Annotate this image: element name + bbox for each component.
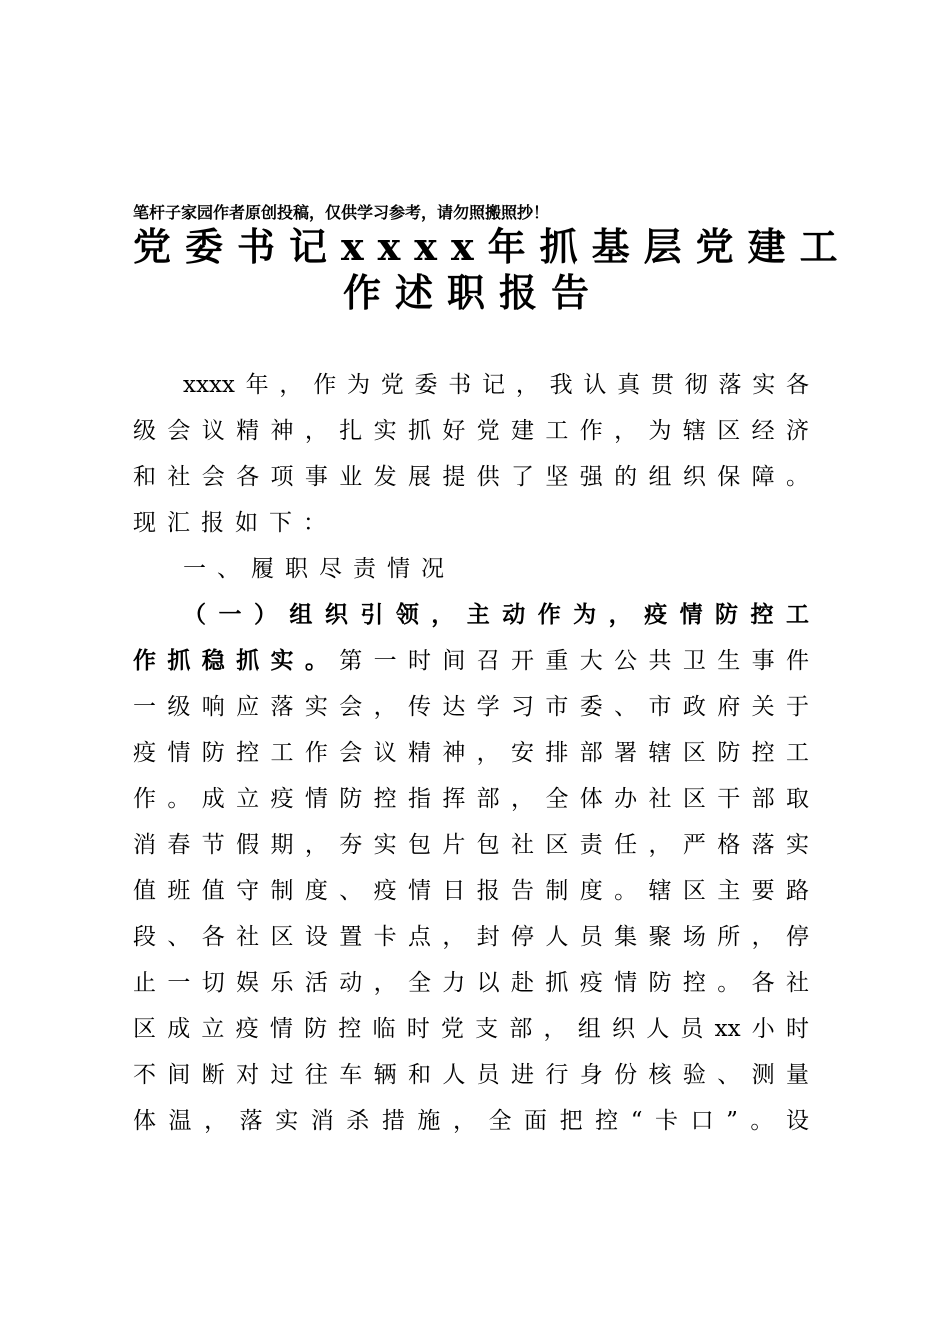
intro-line-1: xxxx年，作为党委书记，我认真贯彻落实各 xyxy=(183,372,809,398)
header-note: 笔杆子家园作者原创投稿，仅供学习参考，请勿照搬照抄！ xyxy=(133,203,550,222)
subsection-line-10: 区成立疫情防控临时党支部，组织人员xx小时 xyxy=(133,1016,809,1042)
subsection-line-7: 值班值守制度、疫情日报告制度。辖区主要路 xyxy=(133,878,809,904)
section-heading-1: 一、履职尽责情况 xyxy=(183,556,455,582)
subsection-line-2-text: 第一时间召开重大公共卫生事件 xyxy=(339,648,810,674)
document-title-line-1: 党委书记xxxx年抓基层党建工 xyxy=(133,224,852,269)
subsection-line-5: 作。成立疫情防控指挥部，全体办社区干部取 xyxy=(133,786,809,812)
subsection-heading-line-1: （一）组织引领，主动作为，疫情防控工 xyxy=(183,601,809,628)
intro-line-2: 级会议精神，扎实抓好党建工作，为辖区经济 xyxy=(133,418,809,444)
subsection-line-2 xyxy=(133,638,809,684)
subsection-line-8: 段、各社区设置卡点，封停人员集聚场所，停 xyxy=(133,924,809,950)
subsection-line-6: 消春节假期，夯实包片包社区责任，严格落实 xyxy=(133,832,809,858)
subsection-line-3: 一级响应落实会，传达学习市委、市政府关于 xyxy=(133,694,809,720)
subsection-line-11: 不间断对过往车辆和人员进行身份核验、测量 xyxy=(133,1062,809,1088)
document-title-line-2: 作述职报告 xyxy=(342,270,603,315)
subsection-line-4: 疫情防控工作会议精神，安排部署辖区防控工 xyxy=(133,740,809,766)
intro-line-3: 和社会各项事业发展提供了坚强的组织保障。 xyxy=(133,464,809,490)
intro-line-4: 现汇报如下： xyxy=(133,510,337,536)
subsection-line-9: 止一切娱乐活动，全力以赴抓疫情防控。各社 xyxy=(133,970,809,996)
subsection-line-12: 体温，落实消杀措施，全面把控“卡口”。设 xyxy=(133,1108,809,1134)
subsection-heading-tail: 作抓稳抓实。 xyxy=(133,647,340,674)
